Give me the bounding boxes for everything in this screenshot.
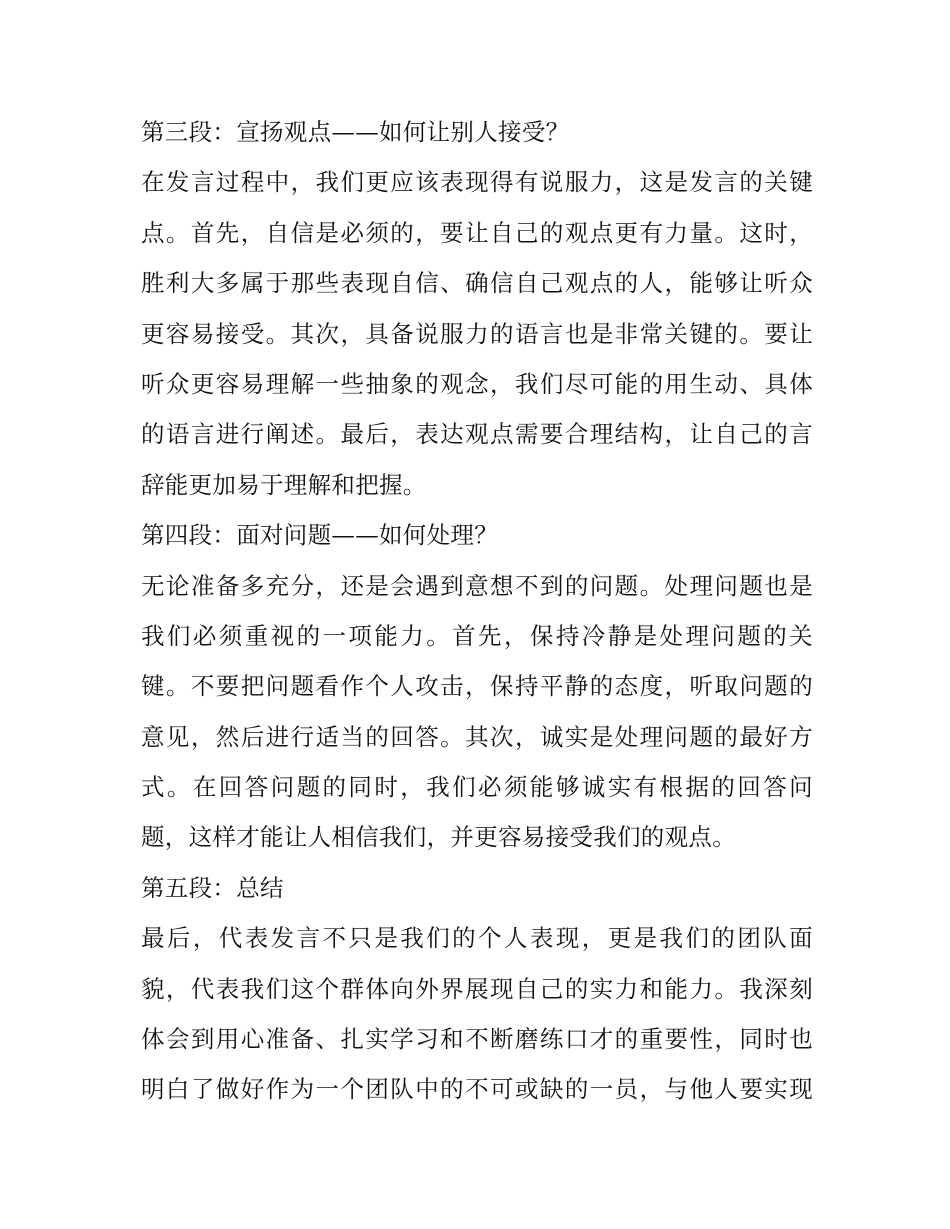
text-line: 的语言进行阐述。最后，表达观点需要合理结构，让自己的言 <box>141 420 813 449</box>
text-line: 意见，然后进行适当的回答。其次，诚实是处理问题的最好方 <box>141 722 813 751</box>
text-line: 点。首先，自信是必须的，要让自己的观点更有力量。这时， <box>141 218 813 247</box>
text-line: 键。不要把问题看作个人攻击，保持平静的态度，听取问题的 <box>141 672 813 701</box>
text-line: 明白了做好作为一个团队中的不可或缺的一员，与他人要实现 <box>141 1075 813 1104</box>
text-line: 无论准备多充分，还是会遇到意想不到的问题。处理问题也是 <box>141 571 813 600</box>
text-line: 式。在回答问题的同时，我们必须能够诚实有根据的回答问 <box>141 773 813 802</box>
text-line: 辞能更加易于理解和把握。 <box>141 470 427 499</box>
text-line: 题，这样才能让人相信我们，并更容易接受我们的观点。 <box>141 823 736 852</box>
text-line: 貌，代表我们这个群体向外界展现自己的实力和能力。我深刻 <box>141 974 813 1003</box>
text-line: 最后，代表发言不只是我们的个人表现，更是我们的团队面 <box>141 924 813 953</box>
text-line: 听众更容易理解一些抽象的观念，我们尽可能的用生动、具体 <box>141 369 813 398</box>
text-line: 更容易接受。其次，具备说服力的语言也是非常关键的。要让 <box>141 319 813 348</box>
text-line: 第五段：总结 <box>141 873 284 902</box>
text-line: 胜利大多属于那些表现自信、确信自己观点的人，能够让听众 <box>141 269 813 298</box>
document-body <box>141 107 813 1115</box>
text-line: 第四段：面对问题——如何处理？ <box>141 521 498 550</box>
text-line: 体会到用心准备、扎实学习和不断磨练口才的重要性，同时也 <box>141 1025 813 1054</box>
text-line: 在发言过程中，我们更应该表现得有说服力，这是发言的关键 <box>141 168 813 197</box>
text-line: 第三段：宣扬观点——如何让别人接受？ <box>141 118 570 146</box>
text-line: 我们必须重视的一项能力。首先，保持冷静是处理问题的关 <box>141 621 813 650</box>
